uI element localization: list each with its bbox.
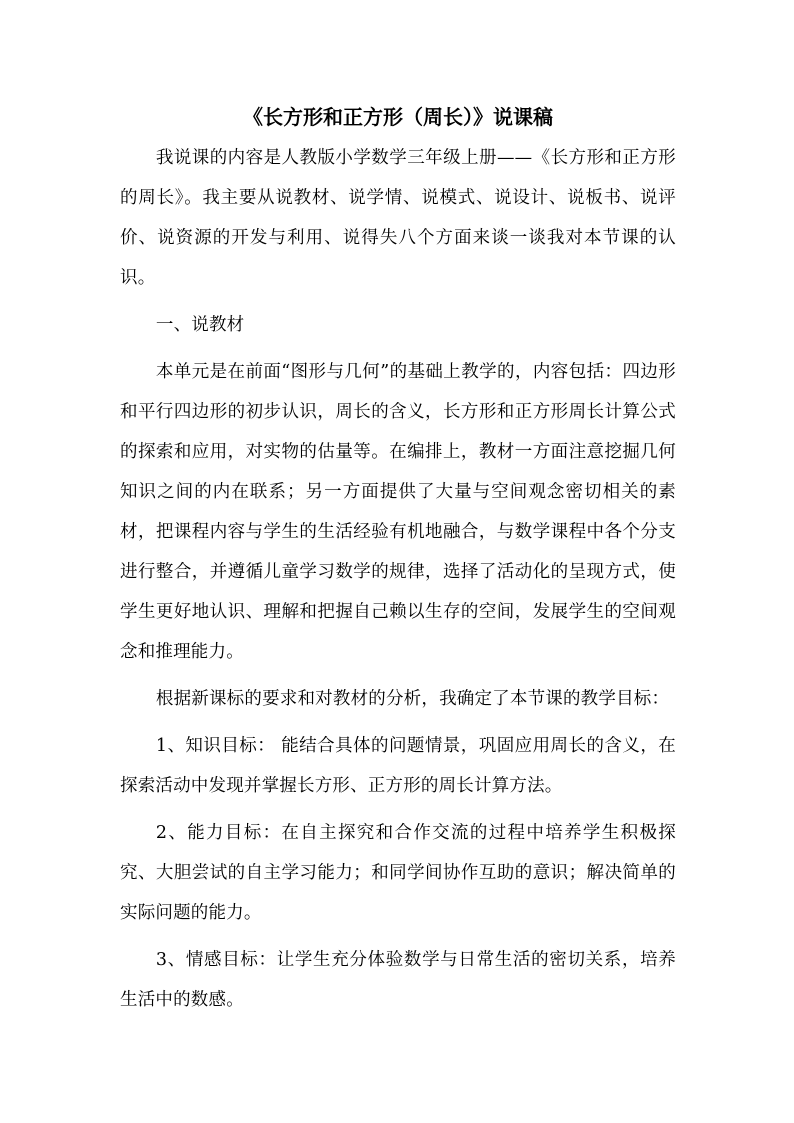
paragraph-emotion-goal: 3、情感目标：让学生充分体验数学与日常生活的密切关系，培养生活中的数感。 bbox=[120, 950, 676, 1010]
paragraph-unit-content: 本单元是在前面“图形与几何”的基础上教学的，内容包括：四边形和平行四边形的初步认识，周长的含义，长方形和正方形周长计算公式的探索和应用，对实物的估量等。在编排上，教材一方面注意挖掘几何知识之间的内在联系；另一方面提供了大量与空间观念密切相关的素材，把课程内容与学生的生活经验有机地融合，与数学课程中各个分支进行整合，并遵循儿童学习数学的规律，选择了活动化的呈现方式，使学生更好地认识、理解和把握自己赖以生存的空间，发展学生的空间观念和推理能力。 bbox=[120, 362, 676, 662]
document-title: 《长方形和正方形（周长）》说课稿 bbox=[243, 105, 553, 129]
paragraph-knowledge-goal: 1、知识目标： 能结合具体的问题情景，巩固应用周长的含义，在探索活动中发现并掌握长方形、正方形的周长计算方法。 bbox=[120, 736, 676, 796]
section-heading-textbook: 一、说教材 bbox=[155, 315, 245, 335]
paragraph-teaching-goals: 根据新课标的要求和对教材的分析，我确定了本节课的教学目标： bbox=[155, 689, 670, 709]
paragraph-ability-goal: 2、能力目标：在自主探究和合作交流的过程中培养学生积极探究、大胆尝试的自主学习能力；和同学间协作互助的意识；解决简单的实际问题的能力。 bbox=[120, 823, 676, 923]
paragraph-intro: 我说课的内容是人教版小学数学三年级上册——《长方形和正方形的周长》。我主要从说教材、说学情、说模式、说设计、说板书、说评价、说资源的开发与利用、说得失八个方面来谈一谈我对本节课的认识。 bbox=[120, 148, 676, 288]
document-page bbox=[120, 100, 676, 1020]
